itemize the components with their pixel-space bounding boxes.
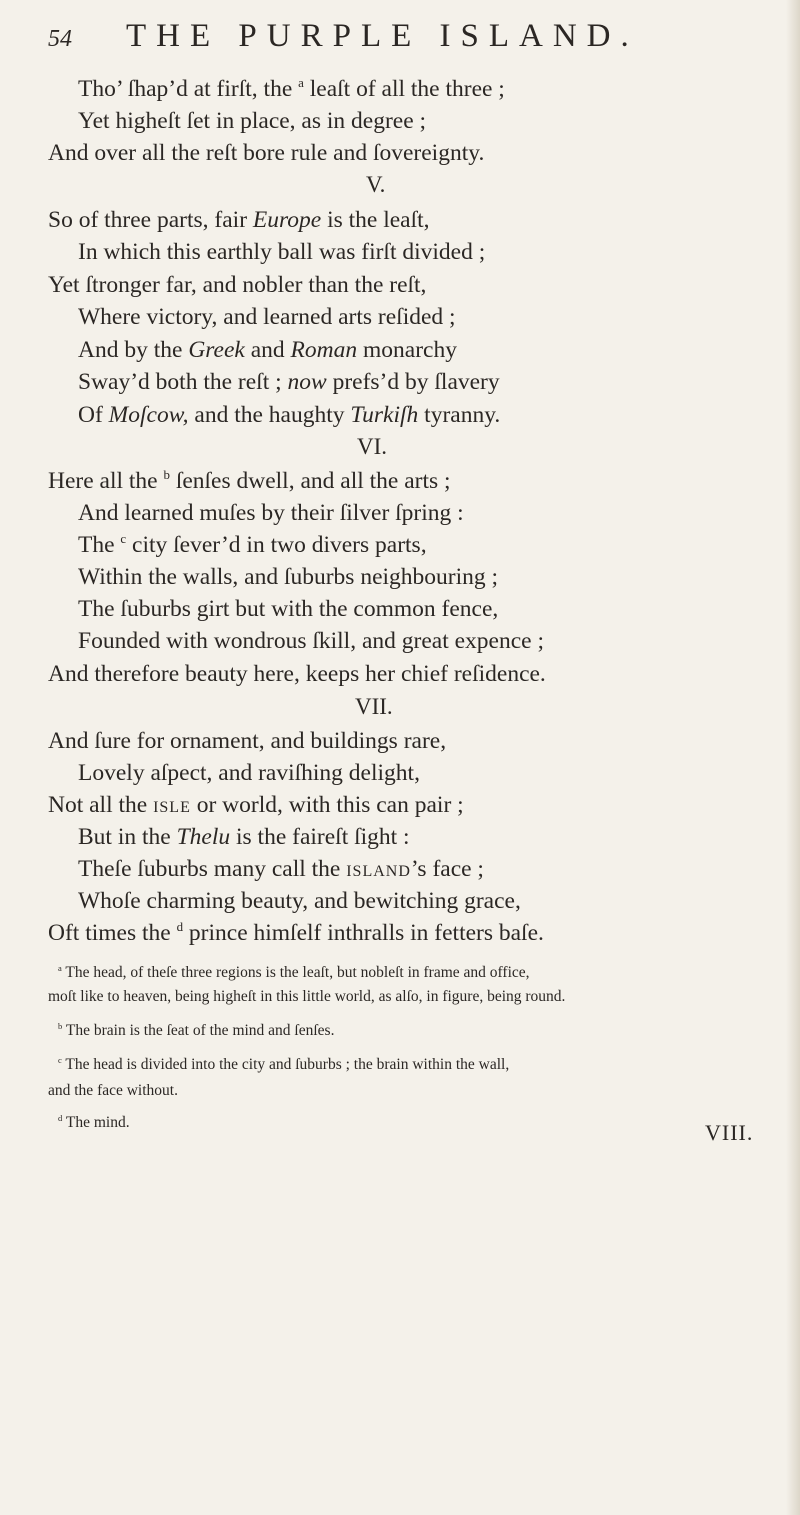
verse-line: And therefore beauty here, keeps her chief reſidence. <box>48 661 546 687</box>
stanza-number: VII. <box>355 694 393 719</box>
verse-line: Founded with wondrous ſkill, and great expence ; <box>78 628 544 654</box>
verse-line: Within the walls, and ſuburbs neighbouring ; <box>78 564 499 590</box>
footnote-ref-c: c <box>120 531 127 547</box>
page-number: 54 <box>48 26 72 52</box>
verse-line: So of three parts, fair Europe is the leaſt, <box>48 207 430 233</box>
footnote-b: $^b$ The brain is the ſeat of the mind and ſenſes. <box>58 1020 335 1039</box>
verse-line: Yet higheſt ſet in place, as in degree ; <box>78 108 427 134</box>
page-header <box>48 18 760 58</box>
verse-line: And by the Greek and Roman monarchy <box>78 337 457 363</box>
footnote-a: $^a$ The head, of theſe three regions is the leaſt, but nobleſt in frame and office, <box>58 962 530 981</box>
verse-line: Tho’ ſhap’d at firſt, the $^a$ leaſt of all the three ; <box>78 75 505 102</box>
verse-line: Oft times the $^d$ prince himſelf inthralls in fetters baſe. <box>48 919 544 946</box>
footnote-c-continued: and the face without. <box>48 1082 178 1099</box>
footnote-c: $^c$ The head is divided into the city and ſuburbs ; the brain within the wall, <box>58 1054 510 1073</box>
verse-line: Sway’d both the reſt ; now prefs’d by ſlavery <box>78 369 500 395</box>
stanza-number: V. <box>366 172 386 197</box>
footnote-d: $^d$ The mind. <box>58 1112 130 1131</box>
catchword: VIII. <box>705 1120 754 1145</box>
verse-line: Lovely aſpect, and raviſhing delight, <box>78 760 420 786</box>
verse-line: And over all the reſt bore rule and ſovereignty. <box>48 140 485 166</box>
footnote-ref-d: d <box>176 919 184 935</box>
verse-line: Yet ſtronger far, and nobler than the reſt, <box>48 272 427 298</box>
verse-line: The $^c$ city ſever’d in two divers parts, <box>78 531 427 558</box>
verse-line: Not all the isle or world, with this can pair ; <box>48 792 464 818</box>
verse-line: Where victory, and learned arts reſided ; <box>78 304 456 330</box>
verse-line: And learned muſes by their ſilver ſpring : <box>78 500 464 526</box>
verse-line: Here all the $^b$ ſenſes dwell, and all the arts ; <box>48 467 451 494</box>
verse-line: The ſuburbs girt but with the common fence, <box>78 596 499 622</box>
footnote-a-continued: moſt like to heaven, being higheſt in this little world, as alſo, in figure, being round. <box>48 988 566 1005</box>
stanza-number: VI. <box>357 434 388 459</box>
verse-line: In which this earthly ball was firſt divided ; <box>78 239 486 265</box>
footnote-ref-b: b <box>163 467 170 483</box>
verse-line: But in the Thelu is the faireſt ſight : <box>78 824 410 850</box>
running-title: THE PURPLE ISLAND. <box>126 18 639 54</box>
verse-line: Whoſe charming beauty, and bewitching grace, <box>78 888 521 914</box>
verse-line: Theſe ſuburbs many call the island’s face ; <box>78 856 484 882</box>
page-edge-shadow <box>786 0 800 1515</box>
verse-line: Of Moſcow, and the haughty Turkiſh tyranny. <box>78 402 501 428</box>
verse-line: And ſure for ornament, and buildings rare, <box>48 728 447 754</box>
footnote-ref-a: a <box>298 75 304 91</box>
